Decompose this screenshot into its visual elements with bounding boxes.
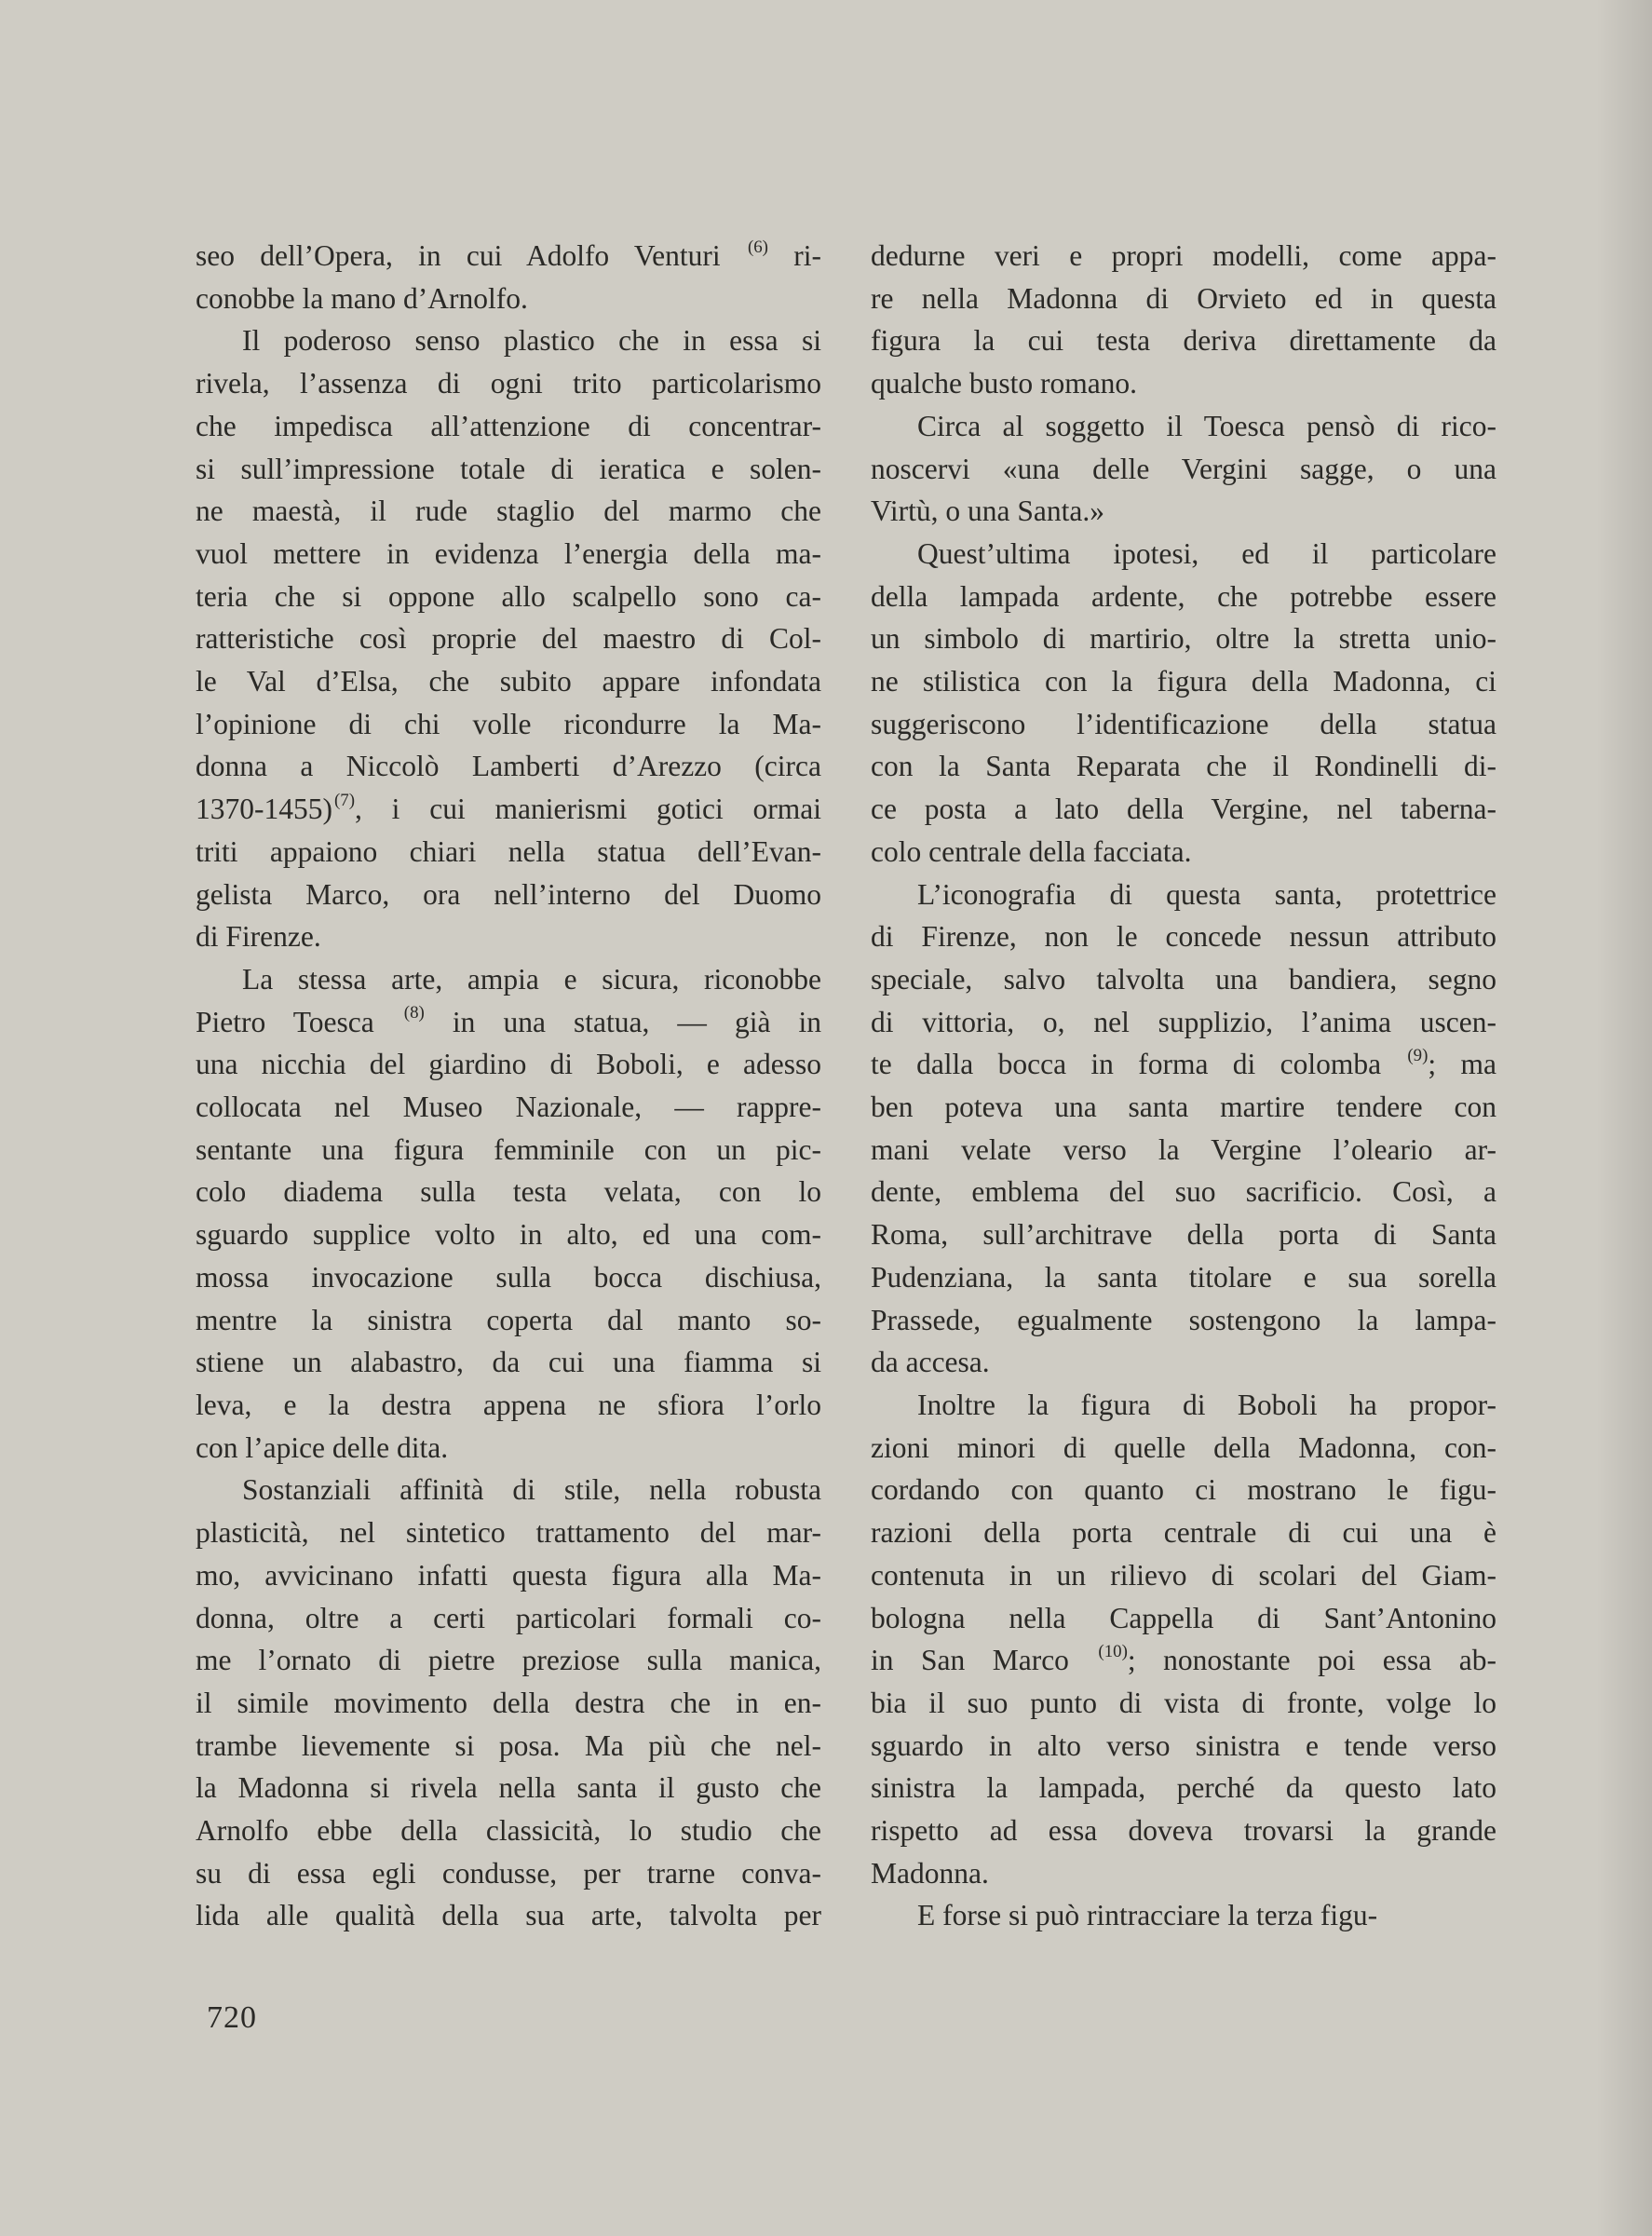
text-segment: Il poderoso senso plastico che in essa si (242, 324, 821, 358)
text-segment: ratteristiche così proprie del maestro di Col- (196, 622, 821, 656)
text-segment: con l’apice delle dita. (196, 1430, 449, 1464)
text-segment: gelista Marco, ora nell’interno del Duomo (196, 877, 821, 911)
text-segment: E forse si può rintracciare la terza figu- (917, 1899, 1378, 1932)
text-line (196, 660, 821, 703)
text-line (871, 874, 1496, 916)
text-line (196, 1427, 821, 1470)
text-segment: donna a Niccolò Lamberti d’Arezzo (circa (196, 750, 821, 783)
text-line (871, 319, 1496, 362)
text-segment: sinistra la lampada, perché da questo lato (871, 1771, 1496, 1805)
text-segment: Pietro Toesca (196, 1005, 402, 1038)
text-line (196, 1001, 821, 1044)
text-segment: Prassede, egualmente sostengono la lampa- (871, 1303, 1496, 1336)
text-segment: Virtù, o una Santa.» (871, 495, 1104, 528)
text-line (871, 1129, 1496, 1172)
text-line (196, 533, 821, 576)
text-line (196, 1384, 821, 1427)
text-segment: mentre la sinistra coperta dal manto so- (196, 1303, 821, 1336)
text-line (196, 915, 821, 958)
text-segment: le Val d’Elsa, che subito appare infondata (196, 665, 821, 698)
text-line (871, 362, 1496, 405)
text-line (196, 1341, 821, 1384)
text-segment: Madonna. (871, 1856, 989, 1890)
text-line (871, 1852, 1496, 1895)
text-line (196, 745, 821, 788)
text-line (871, 915, 1496, 958)
footnote-reference: (9) (1407, 1046, 1429, 1066)
text-line (871, 1639, 1496, 1682)
left-text-column (196, 235, 821, 1937)
text-segment: ; ma (1428, 1048, 1496, 1081)
text-line (196, 490, 821, 533)
text-segment: 1370-1455) (196, 793, 332, 826)
text-line (196, 874, 821, 916)
text-line (871, 1767, 1496, 1809)
text-segment: razioni della porta centrale di cui una è (871, 1516, 1496, 1550)
text-segment: di Firenze. (196, 920, 321, 954)
text-line (196, 1767, 821, 1809)
text-segment: speciale, salvo talvolta una bandiera, segno (871, 962, 1496, 996)
text-segment: seo dell’Opera, in cui Adolfo Venturi (196, 239, 746, 272)
text-segment: sentante una figura femminile con un pic- (196, 1132, 821, 1166)
text-segment: stiene un alabastro, da cui una fiamma si (196, 1346, 821, 1379)
text-line (871, 1597, 1496, 1640)
text-segment: triti appaiono chiari nella statua dell’Evan- (196, 834, 821, 868)
text-segment: ben poteva una santa martire tendere con (871, 1091, 1496, 1124)
footnote-reference: (7) (333, 790, 356, 810)
text-segment: il simile movimento della destra che in en- (196, 1686, 821, 1719)
text-line (871, 1086, 1496, 1129)
text-line (871, 958, 1496, 1001)
text-segment: me l’ornato di pietre preziose sulla manica, (196, 1644, 821, 1677)
text-line (871, 448, 1496, 491)
text-segment: bologna nella Cappella di Sant’Antonino (871, 1601, 1496, 1634)
text-segment: ce posta a lato della Vergine, nel taberna- (871, 793, 1496, 826)
text-line (196, 319, 821, 362)
text-segment: l’opinione di chi volle ricondurre la Ma- (196, 707, 821, 740)
text-segment: Roma, sull’architrave della porta di Santa (871, 1218, 1496, 1252)
text-line (871, 405, 1496, 448)
text-segment: di vittoria, o, nel supplizio, l’anima uscen- (871, 1005, 1496, 1038)
text-line (196, 788, 821, 831)
text-line (196, 448, 821, 491)
text-segment: sguardo in alto verso sinistra e tende verso (871, 1728, 1496, 1762)
text-line (196, 703, 821, 746)
text-line (196, 1725, 821, 1768)
text-line (196, 1043, 821, 1086)
text-segment: da accesa. (871, 1346, 990, 1379)
text-segment: ; nonostante poi essa ab- (1127, 1644, 1496, 1677)
text-line (871, 576, 1496, 618)
text-line (196, 1809, 821, 1852)
footnote-reference: (8) (403, 1003, 425, 1023)
text-segment: conobbe la mano d’Arnolfo. (196, 281, 528, 315)
text-line (871, 1682, 1496, 1725)
text-segment: sguardo supplice volto in alto, ed una com- (196, 1218, 821, 1252)
text-line (196, 1554, 821, 1597)
text-line (871, 1384, 1496, 1427)
text-line (196, 1129, 821, 1172)
text-segment: di Firenze, non le concede nessun attributo (871, 920, 1496, 954)
text-line (871, 1809, 1496, 1852)
text-line (871, 533, 1496, 576)
text-segment: una nicchia del giardino di Boboli, e adesso (196, 1048, 821, 1081)
text-segment: ne maestà, il rude staglio del marmo che (196, 495, 821, 528)
text-segment: della lampada ardente, che potrebbe essere (871, 579, 1496, 613)
text-line (196, 1213, 821, 1256)
text-line (196, 405, 821, 448)
text-segment: colo centrale della facciata. (871, 834, 1192, 868)
text-line (196, 576, 821, 618)
text-line (196, 1682, 821, 1725)
text-segment: donna, oltre a certi particolari formali co- (196, 1601, 821, 1634)
text-segment: dedurne veri e propri modelli, come appa- (871, 239, 1496, 272)
text-line (871, 1725, 1496, 1768)
text-segment: trambe lievemente si posa. Ma più che nel- (196, 1728, 821, 1762)
text-segment: che impedisca all’attenzione di concentrar- (196, 409, 821, 442)
footnote-reference: (6) (747, 237, 768, 257)
page-edge-shadow (1596, 0, 1652, 2236)
text-segment: Arnolfo ebbe della classicità, lo studio che (196, 1814, 821, 1848)
text-line (196, 1086, 821, 1129)
text-segment: qualche busto romano. (871, 367, 1138, 400)
text-segment: La stessa arte, ampia e sicura, riconobbe (242, 962, 821, 996)
text-segment: ne stilistica con la figura della Madonna, ci (871, 665, 1496, 698)
text-line (196, 958, 821, 1001)
text-segment: contenuta in un rilievo di scolari del Giam- (871, 1558, 1496, 1592)
text-line (196, 235, 821, 278)
text-segment: la Madonna si rivela nella santa il gusto che (196, 1771, 821, 1805)
text-segment: mani velate verso la Vergine l’oleario ar- (871, 1132, 1496, 1166)
text-segment: colo diadema sulla testa velata, con lo (196, 1175, 821, 1209)
text-line (871, 1469, 1496, 1511)
text-line (196, 1639, 821, 1682)
text-line (196, 1511, 821, 1554)
text-line (196, 1469, 821, 1511)
text-line (196, 1299, 821, 1342)
text-line (871, 1554, 1496, 1597)
text-line (871, 1341, 1496, 1384)
text-segment: in San Marco (871, 1644, 1097, 1677)
text-segment: rivela, l’assenza di ogni trito particolarismo (196, 367, 821, 400)
text-line (871, 1001, 1496, 1044)
text-segment: suggeriscono l’identificazione della statua (871, 707, 1496, 740)
text-segment: su di essa egli condusse, per trarne conva- (196, 1856, 821, 1890)
text-line (196, 1852, 821, 1895)
text-line (196, 278, 821, 320)
text-line (871, 831, 1496, 874)
text-segment: re nella Madonna di Orvieto ed in questa (871, 281, 1496, 315)
text-segment: mossa invocazione sulla bocca dischiusa, (196, 1260, 821, 1294)
text-segment: collocata nel Museo Nazionale, — rappre- (196, 1091, 821, 1124)
text-segment: teria che si oppone allo scalpello sono ca- (196, 579, 821, 613)
page-number: 720 (207, 2000, 257, 2035)
text-segment: Inoltre la figura di Boboli ha propor- (917, 1388, 1496, 1421)
text-segment: Sostanziali affinità di stile, nella robusta (242, 1473, 821, 1507)
text-segment: con la Santa Reparata che il Rondinelli di- (871, 750, 1496, 783)
text-segment: rispetto ad essa doveva trovarsi la grande (871, 1814, 1496, 1848)
text-segment: cordando con quanto ci mostrano le figu- (871, 1473, 1496, 1507)
text-line (196, 362, 821, 405)
text-segment: te dalla bocca in forma di colomba (871, 1048, 1406, 1081)
text-line (871, 1894, 1496, 1937)
text-segment: Quest’ultima ipotesi, ed il particolare (917, 536, 1496, 570)
text-line (871, 660, 1496, 703)
text-line (871, 235, 1496, 278)
right-text-column (871, 235, 1496, 1937)
text-line (871, 1171, 1496, 1213)
text-segment: Pudenziana, la santa titolare e sua sorella (871, 1260, 1496, 1294)
text-line (871, 1427, 1496, 1470)
text-segment: plasticità, nel sintetico trattamento del mar- (196, 1516, 821, 1550)
text-segment: si sull’impressione totale di ieratica e solen- (196, 452, 821, 485)
text-segment: vuol mettere in evidenza l’energia della ma- (196, 536, 821, 570)
text-line (196, 1171, 821, 1213)
text-segment: leva, e la destra appena ne sfiora l’orlo (196, 1388, 821, 1421)
text-segment: L’iconografia di questa santa, protettrice (917, 877, 1496, 911)
text-line (871, 1299, 1496, 1342)
text-segment: zioni minori di quelle della Madonna, con- (871, 1430, 1496, 1464)
text-segment: Circa al soggetto il Toesca pensò di rico- (917, 409, 1496, 442)
text-line (871, 788, 1496, 831)
text-line (871, 617, 1496, 660)
text-line (871, 278, 1496, 320)
text-line (196, 831, 821, 874)
text-line (871, 1043, 1496, 1086)
text-segment: dente, emblema del suo sacrificio. Così, a (871, 1175, 1496, 1209)
text-segment: figura la cui testa deriva direttamente da (871, 324, 1496, 358)
text-line (871, 703, 1496, 746)
text-segment: un simbolo di martirio, oltre la stretta unio- (871, 622, 1496, 656)
text-line (196, 1894, 821, 1937)
text-line (196, 1597, 821, 1640)
text-line (871, 1213, 1496, 1256)
text-segment: in una statua, — già in (424, 1005, 821, 1038)
text-segment: lida alle qualità della sua arte, talvolta per (196, 1899, 821, 1932)
text-line (871, 745, 1496, 788)
text-segment: mo, avvicinano infatti questa figura alla Ma- (196, 1558, 821, 1592)
text-line (871, 1256, 1496, 1299)
text-line (871, 490, 1496, 533)
text-line (196, 1256, 821, 1299)
text-line (196, 617, 821, 660)
footnote-reference: (10) (1098, 1642, 1128, 1662)
text-segment: noscervi «una delle Vergini sagge, o una (871, 452, 1496, 485)
text-line (871, 1511, 1496, 1554)
text-segment: ri- (767, 239, 821, 272)
text-segment: , i cui manierismi gotici ormai (355, 793, 821, 826)
text-segment: bia il suo punto di vista di fronte, volge lo (871, 1686, 1496, 1719)
